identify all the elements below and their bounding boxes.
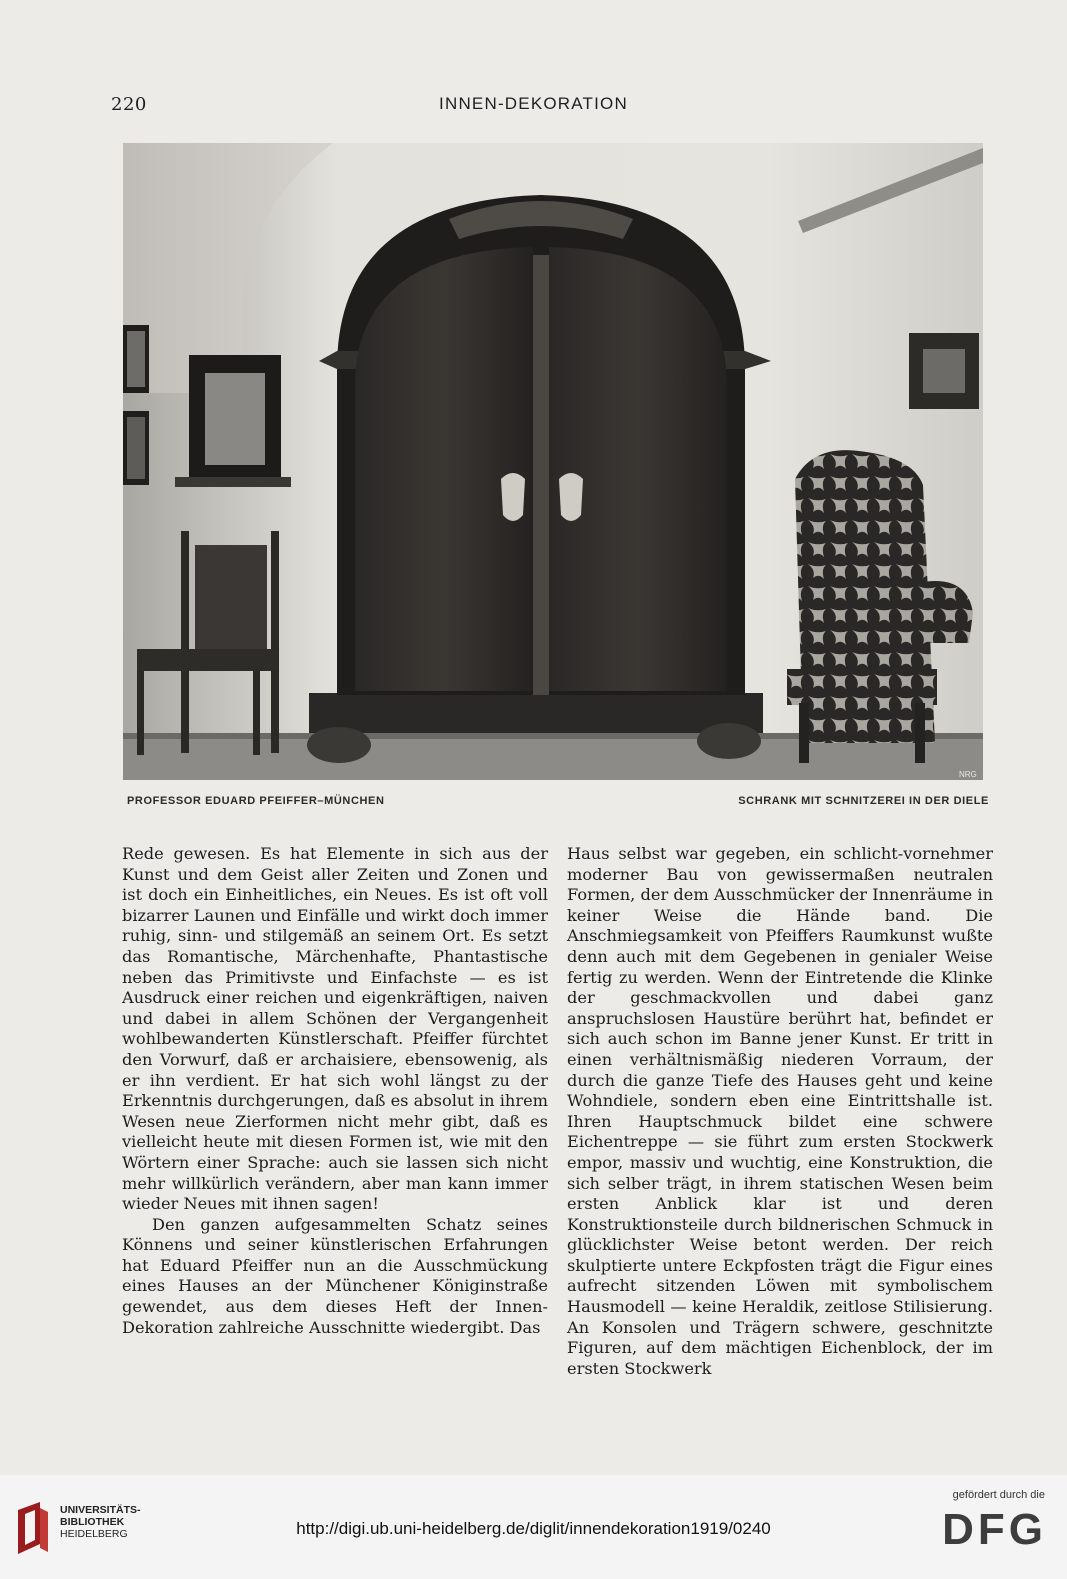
text-column-right — [567, 844, 993, 1379]
journal-title: INNEN-DEKORATION — [439, 94, 628, 113]
running-head — [0, 92, 1067, 122]
footer-bar — [0, 1475, 1067, 1579]
wardrobe-photograph — [123, 143, 983, 780]
wardrobe-photo-illustration — [123, 143, 983, 780]
dfg-logo: DFG — [942, 1505, 1047, 1554]
library-name-line: BIBLIOTHEK — [60, 1516, 125, 1528]
text-column-left — [122, 844, 548, 1338]
library-name-line: UNIVERSITÄTS- — [60, 1504, 141, 1516]
page-number: 220 — [111, 94, 147, 115]
paragraph: Den ganzen aufgesammelten Schatz seines Könnens und seiner künstlerischen Erfahrungen hat Eduard Pfeiffer nun an die Ausschmückung eines Hauses an der Münchener Königinstraße gewendet, aus dem dieses Heft der Innen-Dekoration zahlreiche Ausschnitte wiedergibt. Das — [122, 1214, 548, 1337]
library-name-line: HEIDELBERG — [60, 1528, 128, 1540]
permalink-url[interactable]: http://digi.ub.uni-heidelberg.de/diglit/innendekoration1919/0240 — [296, 1519, 771, 1538]
funding-label: gefördert durch die — [952, 1489, 1045, 1501]
paragraph: Rede gewesen. Es hat Elemente in sich aus der Kunst und dem Geist aller Zeiten und Zonen und ist doch ein Einheitliches, ein Neues. Es ist oft voll bizarrer Launen und Einfälle und wirkt doch immer ruhig, sinn- und stilgemäß an seinem Ort. Es setzt das Romantische, Märchenhafte, Phantastische neben das Primitivste und Einfachste — es ist Ausdruck einer reichen und eigenkräftigen, naiven und dabei in allem Schönen der Vergangenheit wohlbewanderten Künstlerschaft. Pfeiffer fürchtet den Vorwurf, daß er archaisiere, ebensowenig, als er ihn verdient. Er hat sich wohl längst zu der Erkenntnis durchgerungen, daß es absolut in ihrem Wesen neue Zierformen nicht mehr gibt, daß es vielleicht heute mit diesen Formen ist, wie mit den Wörtern einer Sprache: auch sie lassen sich nicht mehr willkürlich verändern, aber man kann immer wieder Neues mit ihnen sagen! — [122, 844, 548, 1214]
caption-right: SCHRANK MIT SCHNITZEREI IN DER DIELE — [738, 795, 989, 807]
photographer-monogram: NRG — [959, 770, 977, 779]
paragraph: Haus selbst war gegeben, ein schlicht-vornehmer moderner Bau von gewissermaßen neutralen Formen, der dem Ausschmücker der Innenräume in keiner Weise die Hände band. Die Anschmiegsamkeit von Pfeiffers Raumkunst wußte denn auch mit dem Gegebenen in genialer Weise fertig zu werden. Wenn der Eintretende die Klinke der geschmackvollen und dabei ganz anspruchslosen Haustüre berührt hat, befindet er sich auch schon im Banne jener Kunst. Er tritt in einen verhältnismäßig niederen Vorraum, der durch die ganze Tiefe des Hauses geht und keine Wohndiele, sondern eben eine Eintrittshalle ist. Ihren Hauptschmuck bildet eine schwere Eichentreppe — sie führt zum ersten Stockwerk empor, massiv und wuchtig, eine Konstruktion, die sich selber trägt, in ihrem statischen Wesen beim ersten Anblick klar ist und deren Konstruktionsteile durch bildnerischen Schmuck in glücklichster Weise betont werden. Der reich skulptierte untere Eckpfosten trägt die Figur eines aufrecht sitzenden Löwen mit symbolischem Hausmodell — keine Heraldik, zeitlose Stilisierung. An Konsolen und Trägern schwere, geschnitzte Figuren, auf dem mächtigen Eichenblock, der im ersten Stockwerk — [567, 844, 993, 1378]
caption-left: PROFESSOR EDUARD PFEIFFER–MÜNCHEN — [127, 795, 385, 807]
